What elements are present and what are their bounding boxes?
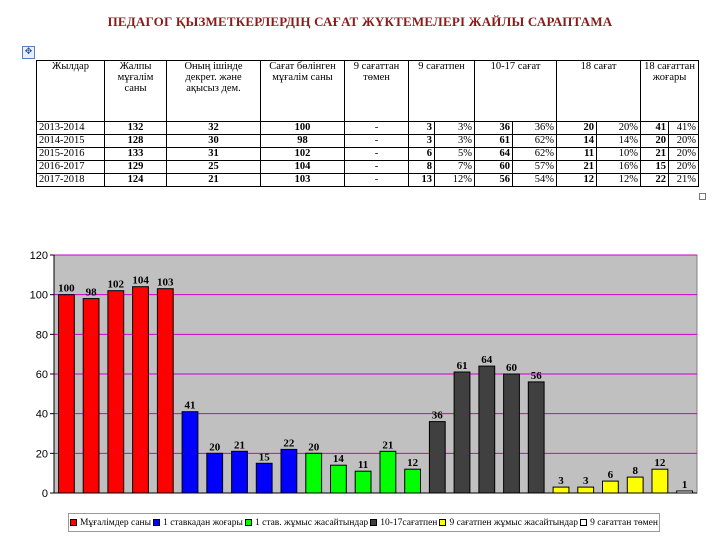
table-cell: 2016-2017 [37, 161, 105, 174]
table-cell: 103 [261, 174, 345, 187]
table-cell: 60 [475, 161, 513, 174]
table-cell: 128 [105, 135, 167, 148]
column-header: 18 сағат [557, 61, 641, 122]
bar [479, 366, 495, 493]
table-cell: 41 [641, 122, 669, 135]
column-header: Жылдар [37, 61, 105, 122]
legend-item [580, 518, 658, 528]
data-label: 41 [184, 399, 196, 412]
table-cell: 2013-2014 [37, 122, 105, 135]
table-cell: 12 [557, 174, 597, 187]
data-label: 20 [209, 441, 221, 454]
bar [83, 299, 99, 493]
table-cell: 30 [167, 135, 261, 148]
table-cell: 56 [475, 174, 513, 187]
table-cell: - [345, 174, 409, 187]
table-cell: 62% [513, 135, 557, 148]
table-cell: 133 [105, 148, 167, 161]
bar [504, 374, 520, 493]
legend-item [70, 518, 151, 528]
table-cell: 36% [513, 122, 557, 135]
table-cell: 3 [409, 135, 435, 148]
table-cell: 22 [641, 174, 669, 187]
bar [331, 465, 347, 493]
data-label: 8 [632, 465, 638, 478]
data-label: 21 [234, 439, 245, 452]
legend-label: 10-17сағатпен [380, 517, 438, 528]
table-cell: 6 [409, 148, 435, 161]
table-cell: 3 [409, 122, 435, 135]
data-label: 104 [132, 274, 149, 287]
table-cell: 129 [105, 161, 167, 174]
table-row [37, 122, 699, 135]
data-label: 56 [530, 369, 542, 382]
table-row [37, 135, 699, 148]
table-cell: 100 [261, 122, 345, 135]
bar [603, 481, 619, 493]
data-label: 15 [258, 451, 270, 464]
column-header: 10-17 сағат [475, 61, 557, 122]
table-cell: 54% [513, 174, 557, 187]
table-cell: 14% [597, 135, 641, 148]
bar [281, 449, 297, 493]
table-cell: - [345, 148, 409, 161]
legend-label: Мұғалімдер саны [80, 517, 152, 528]
table-cell: 11 [557, 148, 597, 161]
data-label: 22 [283, 437, 295, 450]
table-cell: - [345, 161, 409, 174]
y-tick-label: 100 [29, 289, 48, 302]
bar [108, 291, 124, 493]
y-tick-label: 40 [35, 408, 48, 421]
table-cell: 20% [669, 161, 699, 174]
table-cell: 21 [641, 148, 669, 161]
bar [157, 289, 173, 493]
table-cell: 16% [597, 161, 641, 174]
column-header: Жалпы мұғалім саны [105, 61, 167, 122]
move-handle-icon[interactable]: ✥ [22, 46, 35, 59]
data-label: 98 [85, 286, 97, 299]
table-cell: 3% [435, 122, 475, 135]
data-label: 36 [431, 409, 443, 422]
column-header: 9 сағатпен [409, 61, 475, 122]
y-tick-label: 20 [35, 448, 48, 461]
bar [454, 372, 470, 493]
table-cell: 12% [435, 174, 475, 187]
table-header-row [37, 61, 699, 122]
bar [405, 469, 421, 493]
bar [528, 382, 544, 493]
data-label: 100 [58, 282, 75, 295]
table-cell: 12% [597, 174, 641, 187]
y-tick-label: 80 [35, 329, 48, 342]
bar [677, 491, 693, 493]
legend-swatch [153, 519, 160, 526]
bar [256, 463, 272, 493]
y-tick-label: 0 [41, 488, 48, 500]
bar [578, 487, 594, 493]
y-tick-label: 120 [29, 250, 48, 262]
table-cell: 31 [167, 148, 261, 161]
legend-label: 1 ставкадан жоғары [163, 517, 243, 528]
bar [182, 412, 198, 493]
table-cell: 32 [167, 122, 261, 135]
data-label: 64 [481, 354, 493, 367]
bar [133, 287, 149, 493]
legend-item [245, 518, 368, 528]
table-cell: 132 [105, 122, 167, 135]
legend-swatch [245, 519, 252, 526]
bar [429, 422, 445, 493]
bar-chart [0, 240, 720, 510]
bar [627, 477, 643, 493]
table-cell: - [345, 122, 409, 135]
table-cell: 2017-2018 [37, 174, 105, 187]
legend-label: 9 сағатпен жұмыс жасайтындар [449, 517, 579, 528]
data-label: 12 [407, 457, 419, 470]
table-row [37, 174, 699, 187]
table-cell: 7% [435, 161, 475, 174]
legend-item [439, 518, 578, 528]
data-label: 11 [357, 459, 369, 472]
table-cell: 20% [669, 148, 699, 161]
table-cell: 124 [105, 174, 167, 187]
page-title: ПЕДАГОГ ҚЫЗМЕТКЕРЛЕРДІҢ САҒАТ ЖҮКТЕМЕЛЕРІ ЖАЙЛЫ САРАПТАМА [107, 14, 613, 29]
table-cell: 21 [557, 161, 597, 174]
table-cell: 25 [167, 161, 261, 174]
bar [652, 469, 668, 493]
data-label: 12 [654, 457, 666, 470]
table-cell: 15 [641, 161, 669, 174]
table-cell: 64 [475, 148, 513, 161]
legend-swatch [439, 519, 446, 526]
table-cell: 20% [669, 135, 699, 148]
legend-swatch [70, 519, 77, 526]
data-label: 21 [382, 439, 394, 452]
table-cell: 2014-2015 [37, 135, 105, 148]
table-row [37, 161, 699, 174]
chart-legend [68, 513, 660, 532]
column-header: 9 сағаттан төмен [345, 61, 409, 122]
table-cell: 3% [435, 135, 475, 148]
bar [306, 453, 322, 493]
data-label: 102 [107, 278, 125, 291]
table-cell: 62% [513, 148, 557, 161]
bar [207, 453, 223, 493]
legend-swatch [580, 519, 587, 526]
table-cell: 20 [641, 135, 669, 148]
bar [59, 295, 75, 493]
resize-handle-icon[interactable] [699, 193, 706, 200]
legend-label: 1 став. жұмыс жасайтындар [254, 517, 369, 528]
data-label: 103 [157, 276, 174, 289]
bar [232, 451, 248, 493]
bar [355, 471, 371, 493]
data-label: 20 [308, 441, 320, 454]
table-cell: 21% [669, 174, 699, 187]
data-label: 3 [558, 475, 564, 488]
table-cell: 98 [261, 135, 345, 148]
table-cell: 36 [475, 122, 513, 135]
table-cell: 20% [597, 122, 641, 135]
data-label: 6 [607, 469, 614, 482]
table-cell: 41% [669, 122, 699, 135]
table-cell: 57% [513, 161, 557, 174]
data-label: 61 [456, 360, 468, 372]
legend-item [370, 518, 437, 528]
bar [380, 451, 396, 493]
table-cell: - [345, 135, 409, 148]
legend-swatch [370, 519, 377, 526]
column-header: 18 сағаттан жоғары [641, 61, 699, 122]
table-cell: 2015-2016 [37, 148, 105, 161]
bar [553, 487, 569, 493]
table-cell: 102 [261, 148, 345, 161]
y-tick-label: 60 [35, 369, 48, 381]
table-cell: 14 [557, 135, 597, 148]
table-cell: 20 [557, 122, 597, 135]
table-cell: 10% [597, 148, 641, 161]
table-row [37, 148, 699, 161]
legend-label: 9 сағаттан төмен [590, 517, 658, 528]
table-cell: 104 [261, 161, 345, 174]
data-label: 14 [332, 453, 344, 466]
table-cell: 61 [475, 135, 513, 148]
table-cell: 8 [409, 161, 435, 174]
table-cell: 5% [435, 148, 475, 161]
legend-item [153, 518, 243, 528]
table-cell: 21 [167, 174, 261, 187]
column-header: Оның ішінде декрет. және ақысыз дем. [167, 61, 261, 122]
statistics-table [36, 60, 699, 187]
table-cell: 13 [409, 174, 435, 187]
column-header: Сағат бөлінген мұғалім саны [261, 61, 345, 122]
data-label: 3 [582, 475, 589, 488]
data-label: 1 [681, 479, 688, 491]
data-label: 60 [506, 362, 517, 374]
